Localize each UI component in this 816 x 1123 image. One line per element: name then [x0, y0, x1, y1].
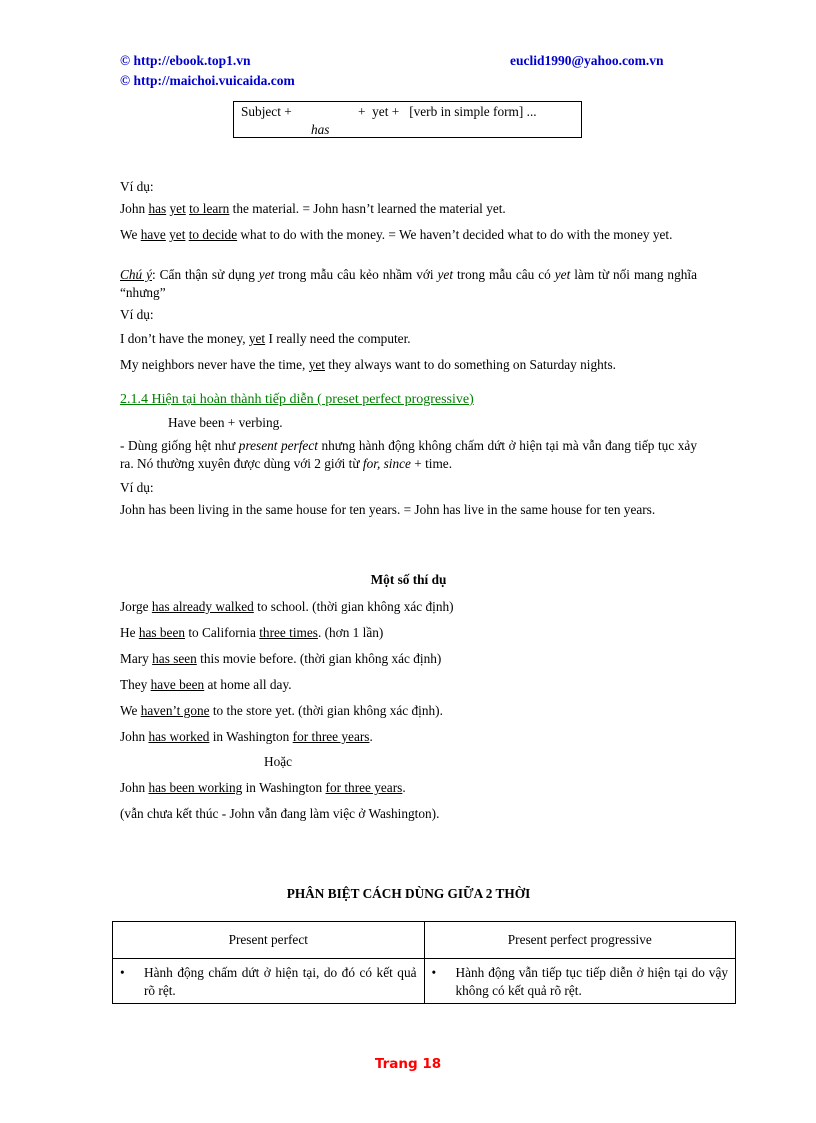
example-yet-2: We have yet to decide what to do with the money. = We haven’t decided what to do with the money yet.: [120, 227, 673, 242]
example-item: We haven’t gone to the store yet. (thời gian không xác định).: [120, 703, 443, 718]
example-yet-1: John has yet to learn the material. = John hasn’t learned the material yet.: [120, 201, 506, 216]
bullet-icon: •: [120, 965, 125, 980]
example-item: John has been working in Washington for three years.: [120, 780, 406, 795]
example-item: They have been at home all day.: [120, 677, 292, 692]
table-cell-present-perfect-progressive: [424, 959, 736, 1004]
example-2-1-4: John has been living in the same house for ten years. = John has live in the same house for ten years.: [120, 502, 656, 517]
vidu-label-2: Ví dụ:: [120, 307, 154, 322]
example-yet-4: My neighbors never have the time, yet they always want to do something on Saturday nights.: [120, 357, 616, 372]
formula-yet: + yet + [verb in simple form] ...: [358, 104, 537, 119]
vidu-label-3: Ví dụ:: [120, 480, 154, 495]
section-heading-2-1-4: 2.1.4 Hiện tại hoàn thành tiếp diễn ( preset perfect progressive): [120, 392, 474, 407]
table-header-present-perfect: Present perfect: [113, 922, 425, 959]
example-item: (vẫn chưa kết thúc - John vẫn đang làm việc ở Washington).: [120, 806, 440, 821]
comparison-title: PHÂN BIỆT CÁCH DÙNG GIỮA 2 THỜI: [286, 886, 531, 901]
formula-has: has: [311, 122, 330, 137]
formula-box: [233, 101, 582, 138]
example-yet-3: I don’t have the money, yet I really need the computer.: [120, 331, 411, 346]
example-item: He has been to California three times. (hơn 1 lần): [120, 625, 384, 640]
header-email[interactable]: euclid1990@yahoo.com.vn: [510, 53, 664, 68]
example-item: John has worked in Washington for three years.: [120, 729, 373, 744]
examples-title: Một số thí dụ: [370, 572, 447, 587]
example-item: Jorge has already walked to school. (thời gian không xác định): [120, 599, 454, 614]
vidu-label-1: Ví dụ:: [120, 179, 154, 194]
table-cell-text: Hành động chấm dứt ở hiện tại, do đó có kết quả rõ rệt.: [144, 965, 417, 998]
header-link-ebook[interactable]: © http://ebook.top1.vn: [120, 53, 251, 68]
page-number: Trang 18: [374, 1056, 442, 1072]
table-cell-present-perfect: [113, 959, 425, 1004]
formula-have-been: Have been + verbing.: [168, 415, 283, 430]
table-cell-text: Hành động vẫn tiếp tục tiếp diễn ở hiện tại do vậy không có kết quả rõ rệt.: [455, 965, 728, 998]
hoac-label: Hoặc: [264, 754, 293, 769]
header-link-maichoi[interactable]: © http://maichoi.vuicaida.com: [120, 73, 295, 88]
example-item: Mary has seen this movie before. (thời gian không xác định): [120, 651, 442, 666]
note-label: Chú ý: [120, 267, 153, 282]
bullet-icon: •: [431, 965, 437, 980]
note-yet: Chú ý: Cẩn thận sử dụng yet trong mẫu câu kẻo nhầm với yet trong mẫu câu có yet làm từ nối mang nghĩa “nhưng”: [120, 267, 697, 300]
table-header-present-perfect-progressive: Present perfect progressive: [424, 922, 736, 959]
formula-subject: Subject +: [241, 104, 292, 119]
desc-2-1-4: - Dùng giống hệt như present perfect nhưng hành động không chấm dứt ở hiện tại mà vẫn đang tiếp tục xảy ra. Nó thường xuyên được dùng với 2 giới từ for, since + time.: [120, 438, 697, 471]
comparison-table: [112, 921, 736, 1004]
